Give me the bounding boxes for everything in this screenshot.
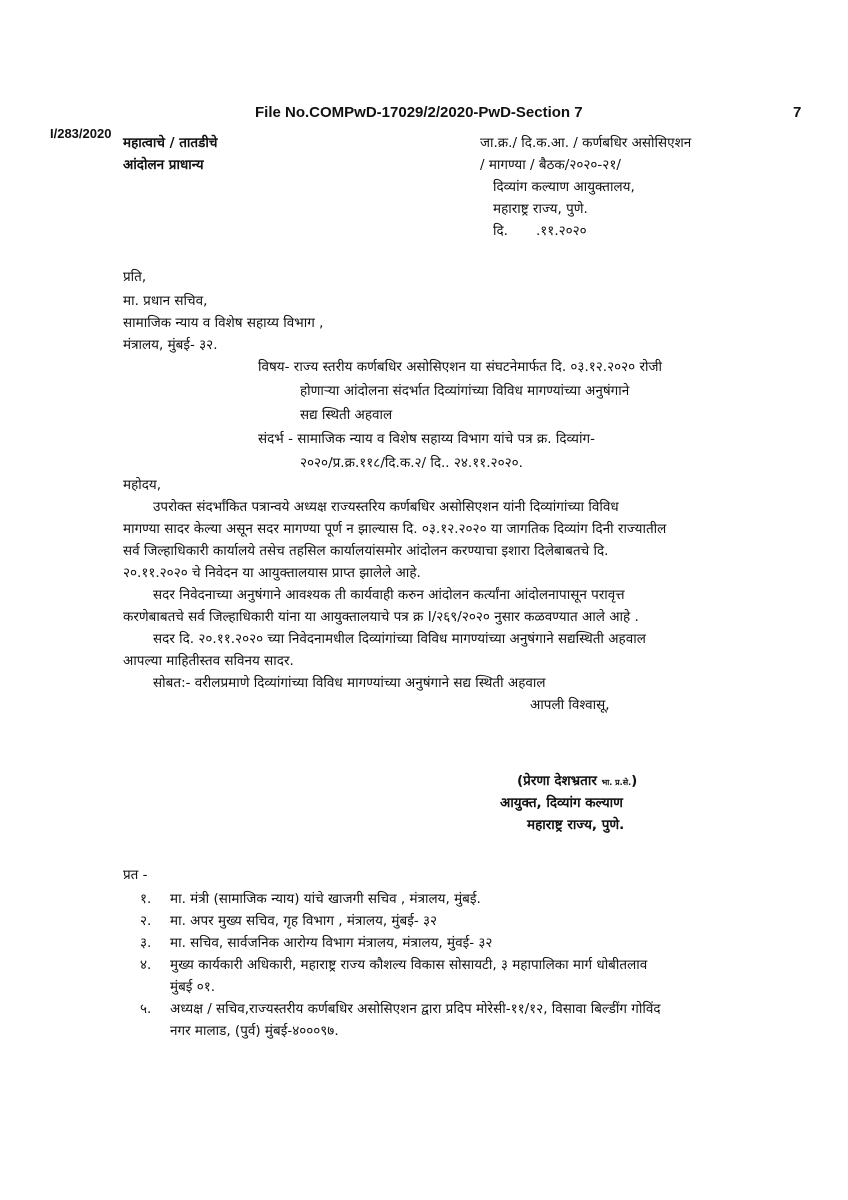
subject-line1: विषय- राज्य स्तरीय कर्णबधिर असोसिएशन या संघटनेमार्फत दि. ०३.१२.२०२० रोजी [258,359,662,375]
copy-to-item-line: मुंबई ०१. [170,979,216,995]
body-p3-line1: सदर दि. २०.११.२०२० च्या निवेदनामधील दिव्यांगांच्या विविध मागण्यांच्या अनुषंगाने सद्यस्थिती अहवाल [123,631,646,647]
signatory-name [517,770,637,794]
copy-to-label: प्रत - [123,867,148,883]
signatory-designation: आयुक्त, दिव्यांग कल्याण [500,795,623,811]
copy-to-item-number: ३. [140,935,152,951]
addressee-title: मा. प्रधान सचिव, [123,293,208,309]
copy-to-item-text [170,932,730,954]
copy-to-item-number: ५. [140,1001,152,1017]
copy-to-item-line: मा. मंत्री (सामाजिक न्याय) यांचे खाजगी सचिव , मंत्रालय, मुंबई. [170,891,481,907]
body-p3-line2: आपल्या माहितीस्तव सविनय सादर. [123,653,294,669]
salutation: महोदय, [123,477,162,493]
addressee-to: प्रति, [123,269,147,285]
addressee-address: मंत्रालय, मुंबई- ३२. [123,337,218,353]
body-paragraph-1 [123,496,706,584]
ref-number-line1: जा.क्र./ दि.क.आ. / कर्णबधिर असोसिएशन [480,135,692,151]
copy-to-item-number: १. [140,891,152,907]
body-paragraph-2 [123,584,706,628]
copy-to-item-text [170,998,730,1042]
reference-line1: संदर्भ - सामाजिक न्याय व विशेष सहाय्य विभाग यांचे पत्र क्र. दिव्यांग- [258,431,595,447]
ref-number-line2: / मागण्या / बैठक/२०२०-२१/ [480,157,621,173]
copy-to-item-line: मा. सचिव, सार्वजनिक आरोग्य विभाग मंत्रालय, मंत्रालय, मुंवई- ३२ [170,935,493,951]
copy-to-item-text [170,888,730,910]
body-p1-line4: २०.११.२०२० चे निवेदन या आयुक्तालयास प्राप्त झालेले आहे. [123,565,421,581]
copy-to-item-text [170,910,730,932]
body-paragraph-3 [123,628,706,672]
copy-to-item-line: मा. अपर मुख्य सचिव, गृह विभाग , मंत्रालय, मुंबई- ३२ [170,913,438,929]
office-name: दिव्यांग कल्याण आयुक्तालय, [493,179,635,195]
office-location: महाराष्ट्र राज्य, पुणे. [493,201,588,217]
priority-urgent: महात्वाचे / तातडीचे [123,135,218,151]
signatory-name-text: (प्रेरणा देशभ्रतार [517,773,597,789]
body-p1-line3: सर्व जिल्हाधिकारी कार्यालये तसेच तहसिल कार्यालयांसमोर आंदोलन करण्याचा इशारा दिलेबाबतचे दि. [123,543,609,559]
body-p1-line2: मागण्या सादर केल्या असून सदर मागण्या पूर्ण न झाल्यास दि. ०३.१२.२०२० या जागतिक दिव्यांग दिनी राज्यातील [123,521,667,537]
copy-to-item-text [170,954,730,998]
date-value: .११.२०२० [536,223,587,239]
copy-to-item-number: २. [140,913,152,929]
addressee-department: सामाजिक न्याय व विशेष सहाय्य विभाग , [123,315,324,331]
enclosure-note: सोबत:- वरीलप्रमाणे दिव्यांगांच्या विविध मागण्यांच्या अनुषंगाने सद्य स्थिती अहवाल [123,675,546,691]
subject-line3: सद्य स्थिती अहवाल [300,407,393,423]
copy-to-item-line: अध्यक्ष / सचिव,राज्यस्तरीय कर्णबधिर असोसिएशन द्वारा प्रदिप मोरेसी-११/१२, विसावा बिल्डींग गोविंद [170,1001,661,1017]
copy-to-item-number: ४. [140,957,152,973]
body-p2-line2: करणेबाबतचे सर्व जिल्हाधिकारी यांना या आयुक्तालयाचे पत्र क्र I/२६९/२०२० नुसार कळवण्यात आले आहे . [123,609,639,625]
date-label: दि. [493,223,508,239]
copy-to-item-line: मुख्य कार्यकारी अधिकारी, महाराष्ट्र राज्य कौशल्य विकास सोसायटी, ३ महापालिका मार्ग धोबीतलाव [170,957,648,973]
signatory-service: भा. प्र.से. [601,778,632,787]
file-number: File No.COMPwD-17029/2/2020-PwD-Section 7 [255,104,583,121]
signatory-office: महाराष्ट्र राज्य, पुणे. [527,817,625,833]
subject-line2: होणाऱ्या आंदोलना संदर्भात दिव्यांगांच्या विविध मागण्यांच्या अनुषंगाने [300,383,630,399]
copy-to-item-line: नगर मालाड, (पुर्व) मुंबई-४०००९७. [170,1023,339,1039]
body-p2-line1: सदर निवेदनाच्या अनुषंगाने आवश्यक ती कार्यवाही करुन आंदोलन कर्त्यांना आंदोलनापासून परावृत्त [123,587,625,603]
reference-line2: २०२०/प्र.क्र.११८/दि.क.२/ दि.. २४.११.२०२०. [300,455,523,471]
body-p1-line1: उपरोक्त संदर्भांकित पत्रान्वये अध्यक्ष राज्यस्तरिय कर्णबधिर असोसिएशन यांनी दिव्यांगांच्या विविध [123,499,619,515]
priority-agitation: आंदोलन प्राधान्य [123,157,204,173]
receipt-number: I/283/2020 [50,126,112,141]
closing: आपली विश्वासू, [530,697,610,713]
page-number: 7 [793,104,802,121]
signatory-name-close: ) [631,773,638,789]
